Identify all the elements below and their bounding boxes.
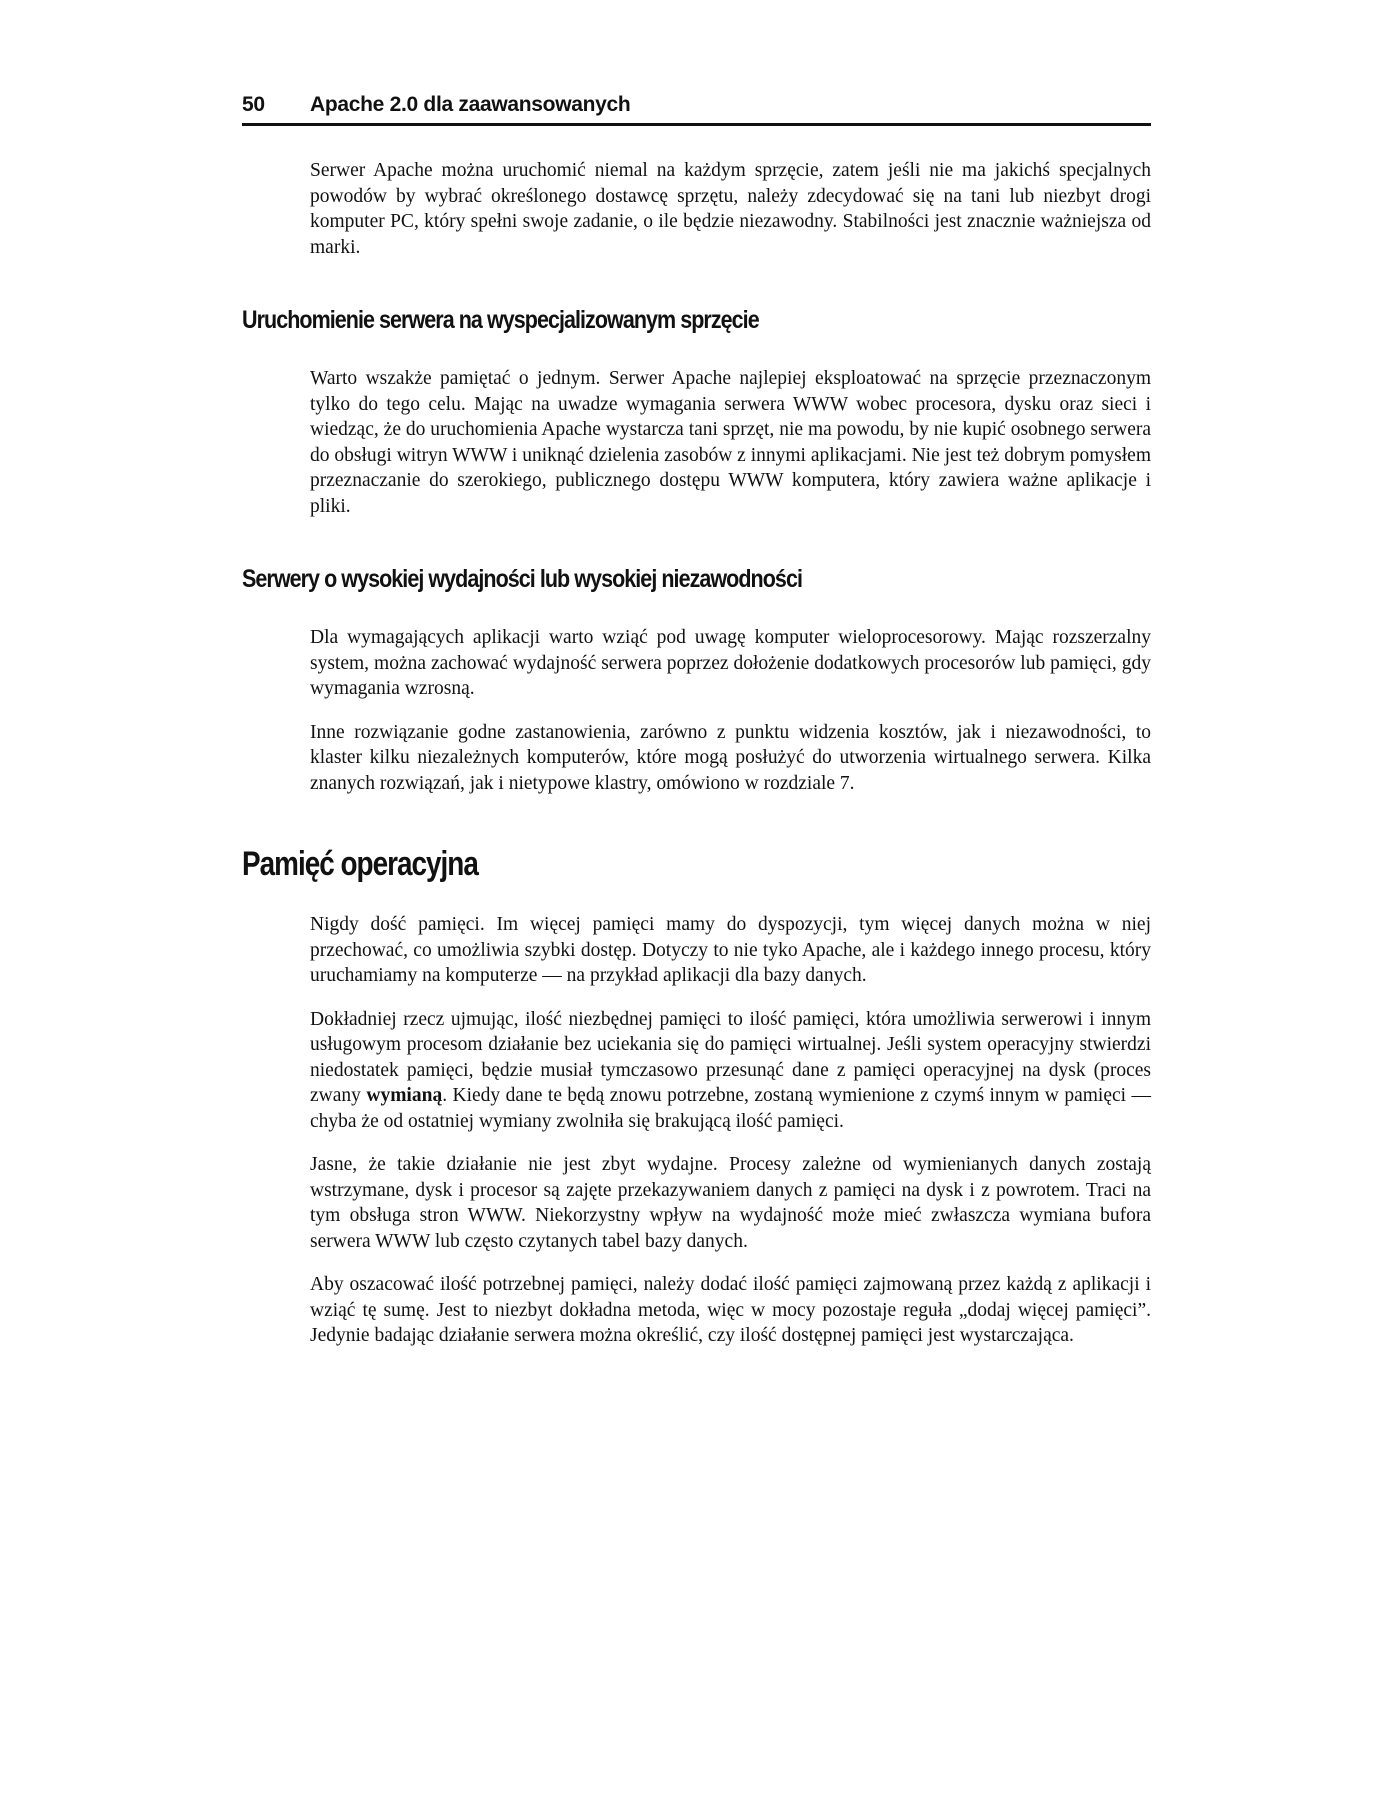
paragraph-text-after-term: . Kiedy dane te będą znowu potrzebne, zostaną wymienione z czymś innym w pamięci — chyba że od ostatniej wymiany zwolniła się brakującą ilość pamięci. bbox=[310, 1085, 1151, 1132]
paragraph-dedicated-hardware: Warto wszakże pamiętać o jednym. Serwer Apache najlepiej eksploatować na sprzęcie przeznaczonym tylko do tego celu. Mając na uwadze wymagania serwera WWW wobec procesora, dysku oraz sieci i wiedząc, że do uruchomienia Apache wystarcza tani sprzęt, nie ma powodu, by nie kupić osobnego serwera do obsługi witryn WWW i uniknąć dzielenia zasobów z innymi aplikacjami. Nie jest też dobrym pomysłem przeznaczanie do szerokiego, publicznego dostępu WWW komputera, który zawiera ważne aplikacje i pliki. bbox=[310, 368, 1151, 517]
running-header bbox=[242, 90, 1151, 126]
paragraph-estimate-memory: Aby oszacować ilość potrzebnej pamięci, należy dodać ilość pamięci zajmowaną przez każdą z aplikacji i wziąć tę sumę. Jest to niezbyt dokładna metoda, więc w mocy pozostaje reguła „dodaj więcej pamięci”. Jedynie badając działanie serwera można określić, czy ilość dostępnej pamięci jest wystarczająca. bbox=[310, 1274, 1151, 1346]
paragraph-memory-requirement bbox=[310, 1007, 1151, 1135]
paragraph-never-enough-memory: Nigdy dość pamięci. Im więcej pamięci mamy do dyspozycji, tym więcej danych można w niej przechować, co umożliwia szybki dostęp. Dotyczy to nie tyko Apache, ale i każdego innego procesu, który uruchamiamy na komputerze — na przykład aplikacji dla bazy danych. bbox=[310, 914, 1151, 986]
page-number: 50 bbox=[242, 93, 265, 116]
section-heading-dedicated-hardware: Uruchomienie serwera na wyspecjalizowanym sprzęcie bbox=[242, 306, 759, 334]
paragraph-hardware-choice: Serwer Apache można uruchomić niemal na każdym sprzęcie, zatem jeśli nie ma jakichś specjalnych powodów by wybrać określonego dostawcę sprzętu, należy zdecydować się na tani lub niezbyt drogi komputer PC, który spełni swoje zadanie, o ile będzie niezawodny. Stabilności jest znacznie ważniejsza od marki. bbox=[310, 160, 1151, 258]
section-heading-memory: Pamięć operacyjna bbox=[242, 845, 478, 883]
book-title: Apache 2.0 dla zaawansowanych bbox=[310, 93, 631, 116]
section-heading-high-performance: Serwery o wysokiej wydajności lub wysokiej niezawodności bbox=[242, 565, 802, 593]
page-content bbox=[242, 158, 1151, 1367]
term-swapping: wymianą bbox=[366, 1085, 443, 1106]
paragraph-cluster: Inne rozwiązanie godne zastanowienia, zarówno z punktu widzenia kosztów, jak i niezawodności, to klaster kilku niezależnych komputerów, które mogą posłużyć do utworzenia wirtualnego serwera. Kilka znanych rozwiązań, jak i nietypowe klastry, omówiono w rozdziale 7. bbox=[310, 721, 1151, 794]
paragraph-multiprocessor: Dla wymagających aplikacji warto wziąć pod uwagę komputer wieloprocesorowy. Mając rozszerzalny system, można zachować wydajność serwera poprzez dołożenie dodatkowych procesorów lub pamięci, gdy wymagania wzrosną. bbox=[310, 627, 1151, 699]
paragraph-swapping-inefficiency: Jasne, że takie działanie nie jest zbyt wydajne. Procesy zależne od wymienianych danych zostają wstrzymane, dysk i procesor są zajęte przekazywaniem danych z pamięci na dysk i z powrotem. Traci na tym obsługa stron WWW. Niekorzystny wpływ na wydajność może mieć zwłaszcza wymiana bufora serwera WWW lub często czytanych tabel bazy danych. bbox=[310, 1154, 1151, 1252]
paragraph-text-before-term: Dokładniej rzecz ujmując, ilość niezbędnej pamięci to ilość pamięci, która umożliwia serwerowi i innym usługowym procesom działanie bez uciekania się do pamięci wirtualnej. Jeśli system operacyjny stwierdzi niedostatek pamięci, będzie musiał tymczasowo przesunąć dane z pamięci operacyjnej na dysk (proces zwany bbox=[310, 1008, 1151, 1106]
